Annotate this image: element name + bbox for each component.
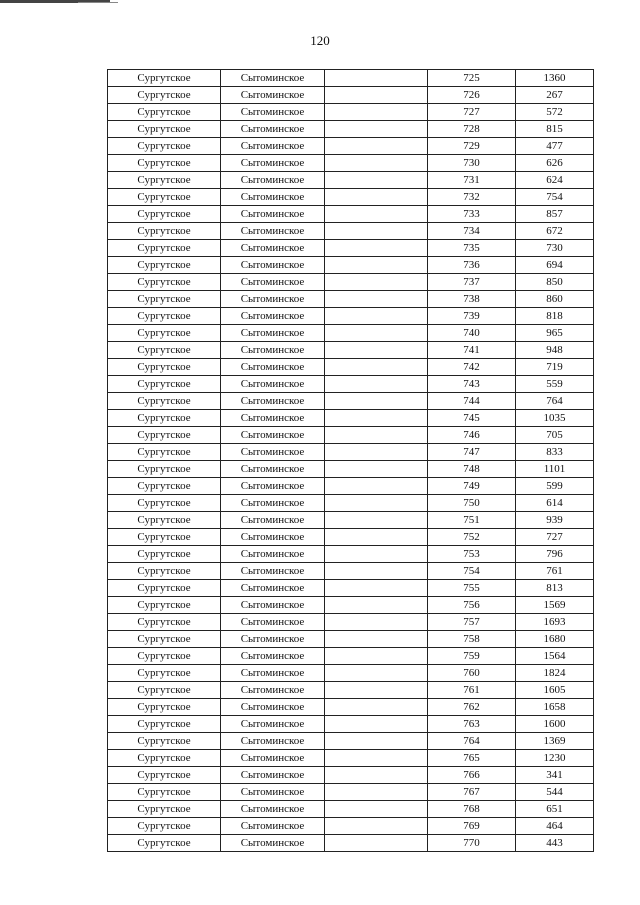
table-row bbox=[108, 597, 594, 614]
plot-cell bbox=[325, 563, 428, 580]
field-cell: Сытоминское bbox=[221, 359, 325, 376]
well-number-cell: 727 bbox=[428, 104, 516, 121]
deposit-cell: Сургутское bbox=[108, 801, 221, 818]
value-cell: 651 bbox=[516, 801, 594, 818]
field-cell: Сытоминское bbox=[221, 223, 325, 240]
value-cell: 1658 bbox=[516, 699, 594, 716]
plot-cell bbox=[325, 87, 428, 104]
deposit-cell: Сургутское bbox=[108, 308, 221, 325]
deposit-cell: Сургутское bbox=[108, 121, 221, 138]
value-cell: 833 bbox=[516, 444, 594, 461]
value-cell: 939 bbox=[516, 512, 594, 529]
well-number-cell: 768 bbox=[428, 801, 516, 818]
field-cell: Сытоминское bbox=[221, 240, 325, 257]
deposit-cell: Сургутское bbox=[108, 733, 221, 750]
field-cell: Сытоминское bbox=[221, 784, 325, 801]
plot-cell bbox=[325, 274, 428, 291]
well-number-cell: 762 bbox=[428, 699, 516, 716]
well-number-cell: 748 bbox=[428, 461, 516, 478]
field-cell: Сытоминское bbox=[221, 121, 325, 138]
table-row bbox=[108, 376, 594, 393]
value-cell: 948 bbox=[516, 342, 594, 359]
deposit-cell: Сургутское bbox=[108, 427, 221, 444]
field-cell: Сытоминское bbox=[221, 818, 325, 835]
value-cell: 761 bbox=[516, 563, 594, 580]
table-row bbox=[108, 427, 594, 444]
plot-cell bbox=[325, 393, 428, 410]
value-cell: 730 bbox=[516, 240, 594, 257]
well-number-cell: 740 bbox=[428, 325, 516, 342]
well-number-cell: 752 bbox=[428, 529, 516, 546]
value-cell: 857 bbox=[516, 206, 594, 223]
plot-cell bbox=[325, 223, 428, 240]
plot-cell bbox=[325, 308, 428, 325]
table-row bbox=[108, 580, 594, 597]
plot-cell bbox=[325, 580, 428, 597]
deposit-cell: Сургутское bbox=[108, 546, 221, 563]
well-number-cell: 757 bbox=[428, 614, 516, 631]
plot-cell bbox=[325, 648, 428, 665]
table-row bbox=[108, 274, 594, 291]
deposit-cell: Сургутское bbox=[108, 580, 221, 597]
field-cell: Сытоминское bbox=[221, 478, 325, 495]
deposit-cell: Сургутское bbox=[108, 189, 221, 206]
well-number-cell: 737 bbox=[428, 274, 516, 291]
field-cell: Сытоминское bbox=[221, 682, 325, 699]
well-number-cell: 736 bbox=[428, 257, 516, 274]
well-number-cell: 726 bbox=[428, 87, 516, 104]
field-cell: Сытоминское bbox=[221, 138, 325, 155]
plot-cell bbox=[325, 359, 428, 376]
field-cell: Сытоминское bbox=[221, 410, 325, 427]
value-cell: 754 bbox=[516, 189, 594, 206]
field-cell: Сытоминское bbox=[221, 614, 325, 631]
value-cell: 443 bbox=[516, 835, 594, 852]
well-number-cell: 751 bbox=[428, 512, 516, 529]
field-cell: Сытоминское bbox=[221, 427, 325, 444]
plot-cell bbox=[325, 342, 428, 359]
plot-cell bbox=[325, 325, 428, 342]
field-cell: Сытоминское bbox=[221, 733, 325, 750]
plot-cell bbox=[325, 546, 428, 563]
well-number-cell: 761 bbox=[428, 682, 516, 699]
deposit-cell: Сургутское bbox=[108, 291, 221, 308]
table-row bbox=[108, 478, 594, 495]
table-row bbox=[108, 784, 594, 801]
deposit-cell: Сургутское bbox=[108, 393, 221, 410]
deposit-cell: Сургутское bbox=[108, 818, 221, 835]
deposit-cell: Сургутское bbox=[108, 648, 221, 665]
value-cell: 1693 bbox=[516, 614, 594, 631]
table-row bbox=[108, 206, 594, 223]
well-number-cell: 741 bbox=[428, 342, 516, 359]
plot-cell bbox=[325, 376, 428, 393]
data-table bbox=[107, 69, 594, 852]
plot-cell bbox=[325, 240, 428, 257]
deposit-cell: Сургутское bbox=[108, 665, 221, 682]
table-row bbox=[108, 444, 594, 461]
deposit-cell: Сургутское bbox=[108, 478, 221, 495]
value-cell: 626 bbox=[516, 155, 594, 172]
plot-cell bbox=[325, 801, 428, 818]
field-cell: Сытоминское bbox=[221, 461, 325, 478]
value-cell: 1569 bbox=[516, 597, 594, 614]
value-cell: 719 bbox=[516, 359, 594, 376]
table-row bbox=[108, 563, 594, 580]
field-cell: Сытоминское bbox=[221, 325, 325, 342]
well-number-cell: 767 bbox=[428, 784, 516, 801]
value-cell: 1360 bbox=[516, 70, 594, 87]
table-row bbox=[108, 801, 594, 818]
plot-cell bbox=[325, 478, 428, 495]
well-number-cell: 744 bbox=[428, 393, 516, 410]
field-cell: Сытоминское bbox=[221, 104, 325, 121]
plot-cell bbox=[325, 461, 428, 478]
well-number-cell: 725 bbox=[428, 70, 516, 87]
plot-cell bbox=[325, 835, 428, 852]
plot-cell bbox=[325, 257, 428, 274]
deposit-cell: Сургутское bbox=[108, 138, 221, 155]
plot-cell bbox=[325, 784, 428, 801]
value-cell: 860 bbox=[516, 291, 594, 308]
field-cell: Сытоминское bbox=[221, 529, 325, 546]
field-cell: Сытоминское bbox=[221, 189, 325, 206]
plot-cell bbox=[325, 444, 428, 461]
well-number-cell: 764 bbox=[428, 733, 516, 750]
well-number-cell: 745 bbox=[428, 410, 516, 427]
field-cell: Сытоминское bbox=[221, 172, 325, 189]
value-cell: 818 bbox=[516, 308, 594, 325]
value-cell: 477 bbox=[516, 138, 594, 155]
table-row bbox=[108, 308, 594, 325]
plot-cell bbox=[325, 631, 428, 648]
plot-cell bbox=[325, 138, 428, 155]
plot-cell bbox=[325, 733, 428, 750]
table-row bbox=[108, 546, 594, 563]
deposit-cell: Сургутское bbox=[108, 461, 221, 478]
well-number-cell: 756 bbox=[428, 597, 516, 614]
table-row bbox=[108, 733, 594, 750]
field-cell: Сытоминское bbox=[221, 70, 325, 87]
plot-cell bbox=[325, 410, 428, 427]
well-number-cell: 735 bbox=[428, 240, 516, 257]
table-row bbox=[108, 291, 594, 308]
table-row bbox=[108, 104, 594, 121]
table-row bbox=[108, 155, 594, 172]
deposit-cell: Сургутское bbox=[108, 240, 221, 257]
well-number-cell: 743 bbox=[428, 376, 516, 393]
deposit-cell: Сургутское bbox=[108, 223, 221, 240]
plot-cell bbox=[325, 665, 428, 682]
value-cell: 1824 bbox=[516, 665, 594, 682]
well-number-cell: 742 bbox=[428, 359, 516, 376]
table-row bbox=[108, 410, 594, 427]
value-cell: 796 bbox=[516, 546, 594, 563]
well-number-cell: 746 bbox=[428, 427, 516, 444]
deposit-cell: Сургутское bbox=[108, 257, 221, 274]
deposit-cell: Сургутское bbox=[108, 512, 221, 529]
field-cell: Сытоминское bbox=[221, 648, 325, 665]
deposit-cell: Сургутское bbox=[108, 155, 221, 172]
plot-cell bbox=[325, 818, 428, 835]
table-row bbox=[108, 393, 594, 410]
field-cell: Сытоминское bbox=[221, 155, 325, 172]
field-cell: Сытоминское bbox=[221, 835, 325, 852]
table-row bbox=[108, 767, 594, 784]
plot-cell bbox=[325, 750, 428, 767]
field-cell: Сытоминское bbox=[221, 750, 325, 767]
field-cell: Сытоминское bbox=[221, 546, 325, 563]
deposit-cell: Сургутское bbox=[108, 767, 221, 784]
table-row bbox=[108, 716, 594, 733]
field-cell: Сытоминское bbox=[221, 308, 325, 325]
plot-cell bbox=[325, 172, 428, 189]
table-row bbox=[108, 121, 594, 138]
well-number-cell: 763 bbox=[428, 716, 516, 733]
scan-artifact bbox=[78, 2, 118, 3]
field-cell: Сытоминское bbox=[221, 716, 325, 733]
value-cell: 965 bbox=[516, 325, 594, 342]
deposit-cell: Сургутское bbox=[108, 835, 221, 852]
field-cell: Сытоминское bbox=[221, 631, 325, 648]
well-number-cell: 760 bbox=[428, 665, 516, 682]
value-cell: 559 bbox=[516, 376, 594, 393]
well-number-cell: 730 bbox=[428, 155, 516, 172]
table-row bbox=[108, 665, 594, 682]
value-cell: 727 bbox=[516, 529, 594, 546]
deposit-cell: Сургутское bbox=[108, 699, 221, 716]
deposit-cell: Сургутское bbox=[108, 359, 221, 376]
deposit-cell: Сургутское bbox=[108, 682, 221, 699]
plot-cell bbox=[325, 206, 428, 223]
plot-cell bbox=[325, 529, 428, 546]
field-cell: Сытоминское bbox=[221, 563, 325, 580]
table-row bbox=[108, 614, 594, 631]
well-number-cell: 753 bbox=[428, 546, 516, 563]
value-cell: 1680 bbox=[516, 631, 594, 648]
field-cell: Сытоминское bbox=[221, 206, 325, 223]
well-number-cell: 733 bbox=[428, 206, 516, 223]
well-number-cell: 739 bbox=[428, 308, 516, 325]
well-number-cell: 729 bbox=[428, 138, 516, 155]
deposit-cell: Сургутское bbox=[108, 495, 221, 512]
well-number-cell: 755 bbox=[428, 580, 516, 597]
value-cell: 1035 bbox=[516, 410, 594, 427]
plot-cell bbox=[325, 155, 428, 172]
well-number-cell: 738 bbox=[428, 291, 516, 308]
plot-cell bbox=[325, 614, 428, 631]
plot-cell bbox=[325, 767, 428, 784]
deposit-cell: Сургутское bbox=[108, 563, 221, 580]
table-row bbox=[108, 138, 594, 155]
well-number-cell: 759 bbox=[428, 648, 516, 665]
plot-cell bbox=[325, 189, 428, 206]
plot-cell bbox=[325, 716, 428, 733]
value-cell: 572 bbox=[516, 104, 594, 121]
deposit-cell: Сургутское bbox=[108, 716, 221, 733]
table-row bbox=[108, 461, 594, 478]
plot-cell bbox=[325, 427, 428, 444]
deposit-cell: Сургутское bbox=[108, 410, 221, 427]
table-row bbox=[108, 631, 594, 648]
well-number-cell: 747 bbox=[428, 444, 516, 461]
plot-cell bbox=[325, 104, 428, 121]
value-cell: 1230 bbox=[516, 750, 594, 767]
table-row bbox=[108, 818, 594, 835]
field-cell: Сытоминское bbox=[221, 767, 325, 784]
field-cell: Сытоминское bbox=[221, 580, 325, 597]
table-row bbox=[108, 240, 594, 257]
plot-cell bbox=[325, 682, 428, 699]
plot-cell bbox=[325, 291, 428, 308]
value-cell: 764 bbox=[516, 393, 594, 410]
plot-cell bbox=[325, 121, 428, 138]
table-row bbox=[108, 682, 594, 699]
field-cell: Сытоминское bbox=[221, 512, 325, 529]
table-row bbox=[108, 325, 594, 342]
table-row bbox=[108, 257, 594, 274]
table-row bbox=[108, 750, 594, 767]
deposit-cell: Сургутское bbox=[108, 614, 221, 631]
plot-cell bbox=[325, 495, 428, 512]
table-row bbox=[108, 648, 594, 665]
deposit-cell: Сургутское bbox=[108, 274, 221, 291]
plot-cell bbox=[325, 699, 428, 716]
well-number-cell: 728 bbox=[428, 121, 516, 138]
value-cell: 815 bbox=[516, 121, 594, 138]
table-row bbox=[108, 529, 594, 546]
well-number-cell: 734 bbox=[428, 223, 516, 240]
table-row bbox=[108, 172, 594, 189]
table-row bbox=[108, 835, 594, 852]
field-cell: Сытоминское bbox=[221, 597, 325, 614]
field-cell: Сытоминское bbox=[221, 665, 325, 682]
value-cell: 694 bbox=[516, 257, 594, 274]
well-number-cell: 754 bbox=[428, 563, 516, 580]
table-row bbox=[108, 87, 594, 104]
value-cell: 341 bbox=[516, 767, 594, 784]
well-number-cell: 766 bbox=[428, 767, 516, 784]
deposit-cell: Сургутское bbox=[108, 631, 221, 648]
field-cell: Сытоминское bbox=[221, 274, 325, 291]
deposit-cell: Сургутское bbox=[108, 104, 221, 121]
plot-cell bbox=[325, 70, 428, 87]
table-row bbox=[108, 359, 594, 376]
well-number-cell: 769 bbox=[428, 818, 516, 835]
table-row bbox=[108, 189, 594, 206]
deposit-cell: Сургутское bbox=[108, 750, 221, 767]
value-cell: 614 bbox=[516, 495, 594, 512]
field-cell: Сытоминское bbox=[221, 87, 325, 104]
deposit-cell: Сургутское bbox=[108, 529, 221, 546]
well-number-cell: 758 bbox=[428, 631, 516, 648]
value-cell: 850 bbox=[516, 274, 594, 291]
well-number-cell: 770 bbox=[428, 835, 516, 852]
plot-cell bbox=[325, 512, 428, 529]
well-number-cell: 732 bbox=[428, 189, 516, 206]
well-number-cell: 750 bbox=[428, 495, 516, 512]
field-cell: Сытоминское bbox=[221, 257, 325, 274]
value-cell: 599 bbox=[516, 478, 594, 495]
value-cell: 1564 bbox=[516, 648, 594, 665]
deposit-cell: Сургутское bbox=[108, 444, 221, 461]
field-cell: Сытоминское bbox=[221, 376, 325, 393]
value-cell: 464 bbox=[516, 818, 594, 835]
table-row bbox=[108, 512, 594, 529]
value-cell: 1369 bbox=[516, 733, 594, 750]
deposit-cell: Сургутское bbox=[108, 206, 221, 223]
deposit-cell: Сургутское bbox=[108, 784, 221, 801]
value-cell: 1600 bbox=[516, 716, 594, 733]
table-body bbox=[108, 70, 594, 852]
value-cell: 1605 bbox=[516, 682, 594, 699]
value-cell: 813 bbox=[516, 580, 594, 597]
field-cell: Сытоминское bbox=[221, 291, 325, 308]
page-number: 120 bbox=[310, 33, 330, 48]
deposit-cell: Сургутское bbox=[108, 342, 221, 359]
plot-cell bbox=[325, 597, 428, 614]
field-cell: Сытоминское bbox=[221, 393, 325, 410]
field-cell: Сытоминское bbox=[221, 801, 325, 818]
deposit-cell: Сургутское bbox=[108, 597, 221, 614]
field-cell: Сытоминское bbox=[221, 444, 325, 461]
table-row bbox=[108, 699, 594, 716]
table-row bbox=[108, 70, 594, 87]
value-cell: 624 bbox=[516, 172, 594, 189]
value-cell: 1101 bbox=[516, 461, 594, 478]
value-cell: 672 bbox=[516, 223, 594, 240]
well-number-cell: 731 bbox=[428, 172, 516, 189]
value-cell: 267 bbox=[516, 87, 594, 104]
deposit-cell: Сургутское bbox=[108, 325, 221, 342]
well-number-cell: 749 bbox=[428, 478, 516, 495]
table-row bbox=[108, 495, 594, 512]
field-cell: Сытоминское bbox=[221, 699, 325, 716]
table-row bbox=[108, 342, 594, 359]
deposit-cell: Сургутское bbox=[108, 376, 221, 393]
value-cell: 705 bbox=[516, 427, 594, 444]
well-number-cell: 765 bbox=[428, 750, 516, 767]
field-cell: Сытоминское bbox=[221, 495, 325, 512]
field-cell: Сытоминское bbox=[221, 342, 325, 359]
deposit-cell: Сургутское bbox=[108, 172, 221, 189]
deposit-cell: Сургутское bbox=[108, 70, 221, 87]
value-cell: 544 bbox=[516, 784, 594, 801]
table-row bbox=[108, 223, 594, 240]
deposit-cell: Сургутское bbox=[108, 87, 221, 104]
